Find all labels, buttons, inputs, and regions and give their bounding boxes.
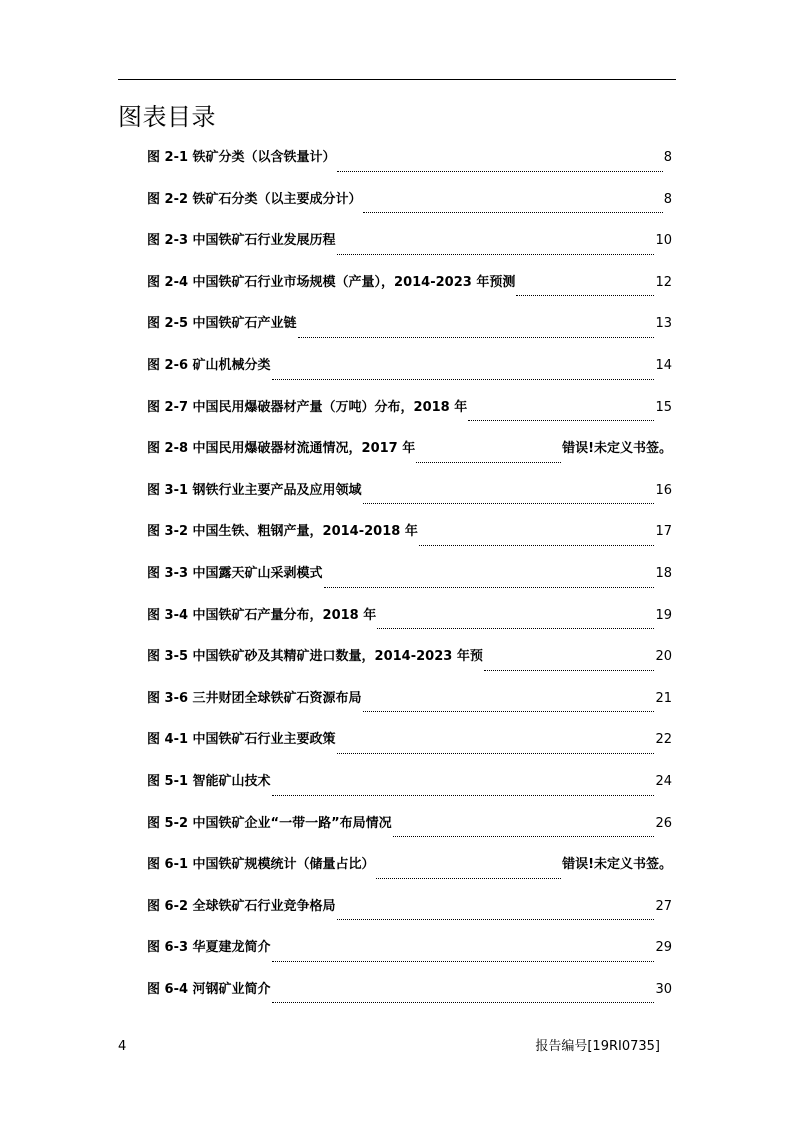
toc-entry-label: 图 3-6 三井财团全球铁矿石资源布局 [147,690,362,706]
footer-report-number: 报告编号[19RI0735] [535,1039,660,1054]
toc-entry-label: 图 3-1 钢铁行业主要产品及应用领域 [147,482,362,498]
table-of-figures [147,145,672,1018]
toc-entry-page: 20 [655,649,672,665]
toc-entry-page: 29 [655,940,672,956]
toc-entry-label: 图 3-3 中国露天矿山采剥模式 [147,565,323,581]
toc-entry-label: 图 5-2 中国铁矿企业“一带一路”布局情况 [147,815,392,831]
toc-dot-leader [484,670,655,671]
toc-entry[interactable] [147,686,672,728]
toc-entry-label: 图 2-6 矿山机械分类 [147,357,271,373]
toc-entry-label: 图 5-1 智能矿山技术 [147,773,271,789]
toc-entry-page: 错误!未定义书签。 [562,857,672,873]
toc-entry-page: 19 [655,607,672,623]
toc-dot-leader [377,628,654,629]
toc-entry[interactable] [147,977,672,1019]
toc-dot-leader [337,254,655,255]
toc-entry-page: 14 [655,357,672,373]
toc-entry[interactable] [147,519,672,561]
toc-entry-label: 图 3-4 中国铁矿石产量分布，2018 年 [147,607,377,623]
toc-dot-leader [416,462,561,463]
toc-entry-page: 15 [655,399,672,415]
toc-dot-leader [272,961,655,962]
toc-dot-leader [298,337,655,338]
toc-entry[interactable] [147,228,672,270]
toc-entry[interactable] [147,644,672,686]
toc-entry-page: 21 [655,690,672,706]
toc-dot-leader [272,379,655,380]
toc-entry-label: 图 6-2 全球铁矿石行业竞争格局 [147,898,336,914]
header-rule [118,79,676,80]
toc-dot-leader [337,753,655,754]
page-title: 图表目录 [118,103,216,131]
toc-dot-leader [363,503,655,504]
toc-entry[interactable] [147,353,672,395]
toc-entry[interactable] [147,436,672,478]
toc-entry-label: 图 2-7 中国民用爆破器材产量（万吨）分布，2018 年 [147,399,468,415]
toc-entry-page: 16 [655,482,672,498]
toc-entry-page: 8 [663,191,672,207]
toc-entry[interactable] [147,395,672,437]
toc-entry-label: 图 2-2 铁矿石分类（以主要成分计） [147,191,362,207]
toc-entry[interactable] [147,478,672,520]
toc-entry-page: 17 [655,524,672,540]
toc-entry-label: 图 6-4 河钢矿业简介 [147,981,271,997]
toc-dot-leader [363,711,655,712]
toc-entry[interactable] [147,270,672,312]
toc-dot-leader [393,836,655,837]
toc-entry[interactable] [147,727,672,769]
toc-entry-page: 22 [655,732,672,748]
toc-entry[interactable] [147,894,672,936]
toc-entry[interactable] [147,935,672,977]
toc-entry-label: 图 2-4 中国铁矿石行业市场规模（产量），2014-2023 年预测 [147,274,516,290]
toc-entry-label: 图 2-5 中国铁矿石产业链 [147,316,297,332]
toc-entry-page: 26 [655,815,672,831]
toc-entry-page: 12 [655,274,672,290]
toc-entry-page: 27 [655,898,672,914]
toc-entry[interactable] [147,852,672,894]
toc-entry-page: 错误!未定义书签。 [562,441,672,457]
toc-dot-leader [337,919,655,920]
toc-dot-leader [272,1002,655,1003]
toc-entry-label: 图 4-1 中国铁矿石行业主要政策 [147,732,336,748]
toc-entry[interactable] [147,811,672,853]
toc-dot-leader [324,587,655,588]
toc-entry[interactable] [147,311,672,353]
toc-dot-leader [376,878,562,879]
toc-dot-leader [516,295,654,296]
footer-page-number: 4 [118,1039,127,1054]
toc-entry-label: 图 3-5 中国铁矿砂及其精矿进口数量，2014-2023 年预 [147,649,483,665]
toc-entry-page: 10 [655,233,672,249]
toc-entry-label: 图 3-2 中国生铁、粗钢产量，2014-2018 年 [147,524,418,540]
toc-entry-label: 图 6-3 华夏建龙简介 [147,940,271,956]
toc-entry-label: 图 6-1 中国铁矿规模统计（储量占比） [147,857,375,873]
toc-entry-label: 图 2-1 铁矿分类（以含铁量计） [147,150,336,165]
toc-entry[interactable] [147,561,672,603]
toc-entry-page: 24 [655,773,672,789]
toc-entry-label: 图 2-3 中国铁矿石行业发展历程 [147,233,336,249]
toc-dot-leader [272,795,655,796]
toc-dot-leader [468,420,654,421]
toc-dot-leader [337,171,663,172]
toc-entry-page: 30 [655,981,672,997]
toc-entry-label: 图 2-8 中国民用爆破器材流通情况，2017 年 [147,441,416,457]
toc-entry-page: 8 [663,150,672,165]
toc-entry[interactable] [147,187,672,229]
toc-dot-leader [419,545,655,546]
toc-entry[interactable] [147,145,672,187]
toc-entry-page: 13 [655,316,672,332]
toc-entry[interactable] [147,603,672,645]
toc-entry[interactable] [147,769,672,811]
toc-entry-page: 18 [655,565,672,581]
toc-dot-leader [363,212,663,213]
